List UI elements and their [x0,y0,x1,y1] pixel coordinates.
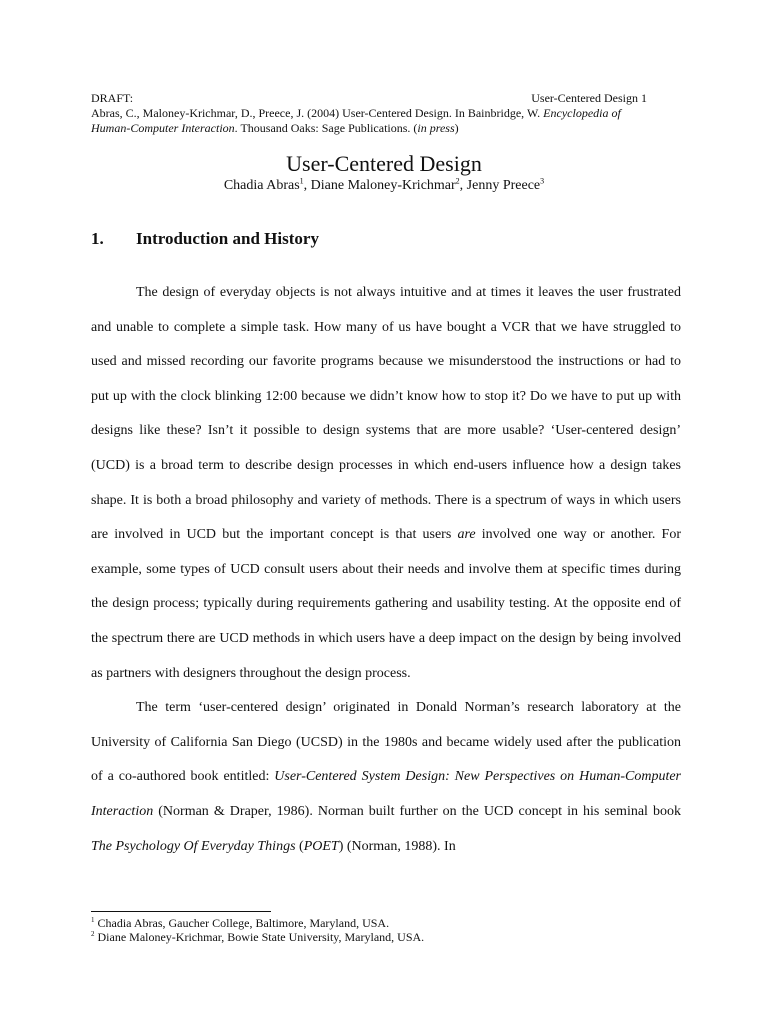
citation-text: . Thousand Oaks: Sage Publications. ( [234,121,418,135]
publication-status: in press [417,121,455,135]
author-list [0,178,768,194]
book-title: The Psychology Of Everyday Things [91,838,296,854]
paragraph-text: involved one way or another. For example, some types of UCD consult users about their needs and involve them at specific times during the design process; typically during requirements gathering and usability testing. At the opposite end of the spectrum there are UCD methods in which users have a deep impact on the design by being involved as partners with designers throughout the design process. [91,527,681,681]
paper-title: User-Centered Design [286,151,482,176]
author-separator: , [303,178,311,193]
footnote-mark: 1 [91,916,95,924]
author-name: Chadia Abras [223,178,300,193]
paragraph-text: The term ‘user-centered design’ originated in Donald Norman’s research laboratory at the University of California San Diego (UCSD) in the 1980s and became widely used after the publication of a co-authored book entitled: [91,700,681,785]
footnote-text: Chadia Abras, Gaucher College, Baltimore, Maryland, USA. [94,916,390,930]
paragraph-text: (Norman & Draper, 1986). Norman built further on the UCD concept in his seminal book [153,803,681,819]
citation-text: Abras, C., Maloney-Krichmar, D., Preece, J. (2004) User-Centered Design. In Bainbridge, W. [91,106,544,120]
paragraph-text: ) (Norman, 1988). In [338,838,456,854]
footnote-mark: 2 [91,930,95,938]
encyclopedia-title: Encyclopedia of Human-Computer Interaction [91,106,621,135]
running-head: User-Centered Design 1 [531,91,647,105]
draft-label: DRAFT: [91,91,134,105]
paragraph [91,691,681,864]
author-separator: , [459,178,467,193]
book-title: User-Centered System Design: New Perspectives on Human-Computer Interaction [91,769,681,819]
emphasis: are [457,527,476,543]
section-heading [91,229,319,249]
author-name: Diane Maloney-Krichmar [310,178,456,193]
section-title: Introduction and History [136,229,319,248]
citation [91,106,659,136]
book-abbreviation: POET [303,838,339,854]
footnote [91,916,424,930]
paragraph-text: The design of everyday objects is not always intuitive and at times it leaves the user frustrated and unable to complete a simple task. How many of us have bought a VCR that we have struggled to used and missed recording our favorite programs because we misunderstood the instructions or had to put up with the clock blinking 12:00 because we didn’t know how to stop it? Do we have to put up with designs like these? Isn’t it possible to design systems that are more usable? ‘User-centered design’ (UCD) is a broad term to describe design processes in which end-users influence how a design takes shape. It is both a broad philosophy and variety of methods. There is a spectrum of ways in which users are involved in UCD but the important concept is that users [91,285,681,543]
section-number: 1. [91,229,104,248]
author-footnote-mark: 2 [455,176,460,186]
body-text [91,276,681,864]
footnote-rule [91,911,271,912]
footnote [91,930,424,944]
footnote-text: Diane Maloney-Krichmar, Bowie State University, Maryland, USA. [94,930,425,944]
paragraph [91,276,681,691]
paragraph-text: ( [295,838,304,854]
author-name: Jenny Preece [466,178,541,193]
author-footnote-mark: 1 [299,176,304,186]
citation-text: ) [454,121,459,135]
footnotes [91,916,424,944]
author-footnote-mark: 3 [540,176,545,186]
